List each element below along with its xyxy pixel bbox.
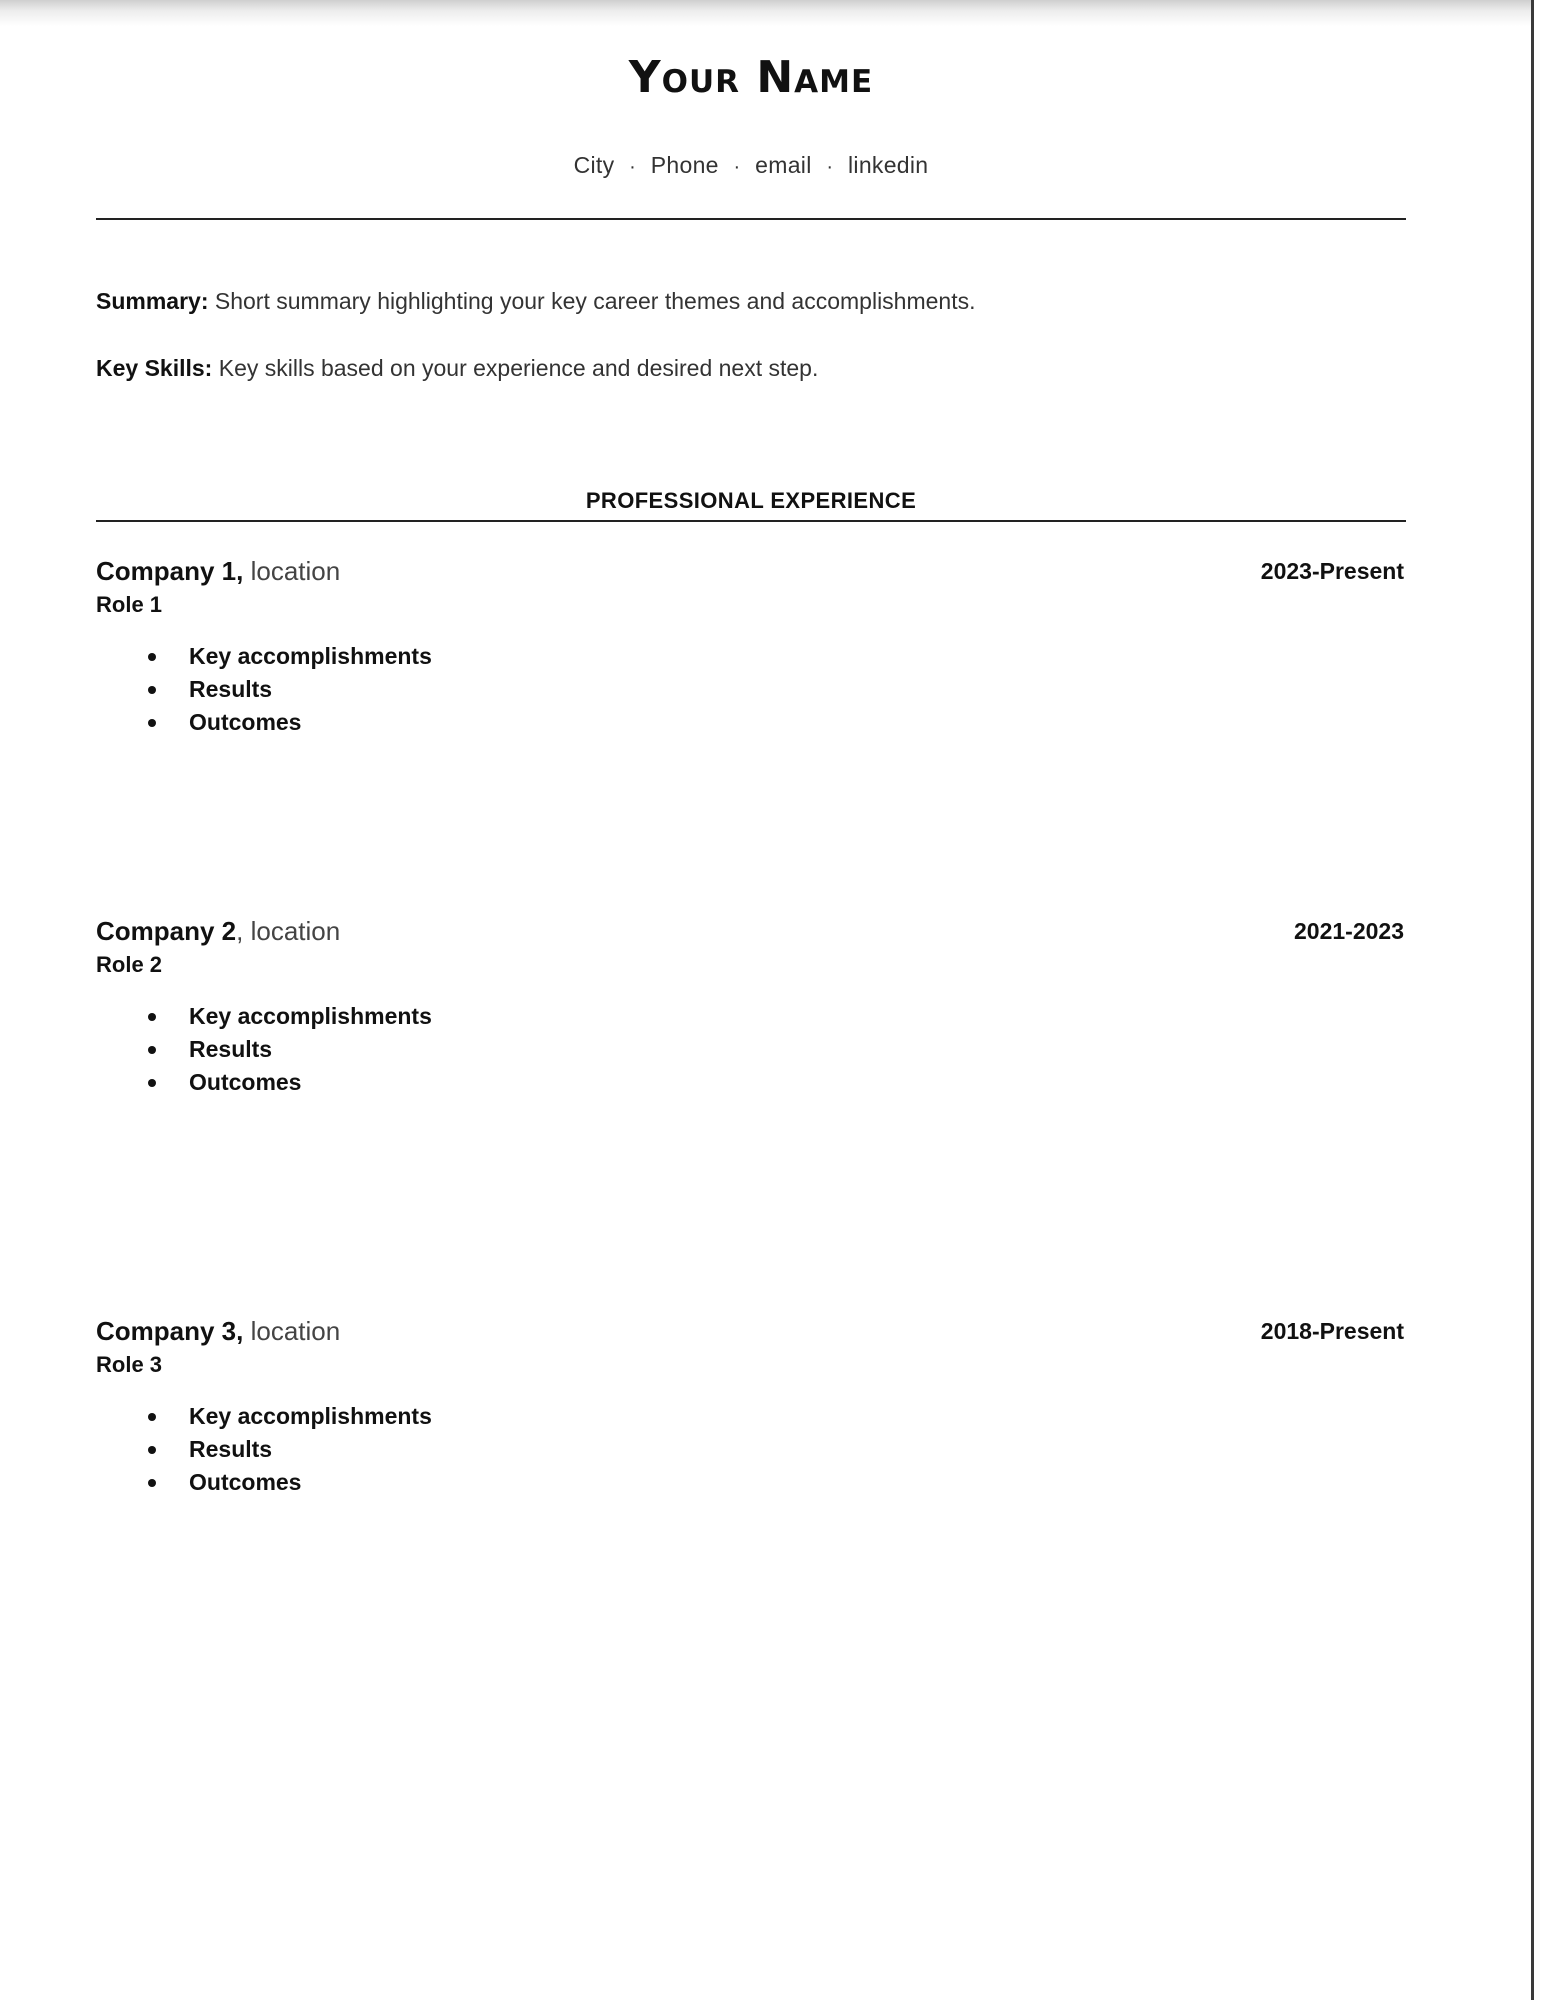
job-bullets (96, 640, 432, 739)
job-company: Company 1, (96, 556, 244, 586)
job-company: Company 3, (96, 1316, 244, 1346)
summary-paragraph (96, 288, 1406, 315)
job-dates: 2018-Present (1260, 1318, 1404, 1344)
job-bullets (96, 1000, 432, 1099)
contact-phone: Phone (650, 152, 719, 178)
job-company-line (96, 1316, 340, 1347)
job-dates: 2023-Present (1260, 558, 1404, 584)
summary-text: Short summary highlighting your key career themes and accomplishments. (214, 288, 976, 314)
list-item: Key accomplishments (189, 1000, 432, 1033)
contact-line (96, 152, 1406, 179)
list-item: Key accomplishments (189, 640, 432, 673)
experience-divider (96, 520, 1406, 522)
skills-text: Key skills based on your experience and desired next step. (218, 355, 819, 381)
job-role: Role 2 (96, 952, 163, 977)
resume-page (96, 0, 1406, 2000)
resume-name: Your Name (628, 52, 874, 103)
skills-label: Key Skills: (96, 355, 213, 381)
list-item: Outcomes (189, 1466, 432, 1499)
job-role: Role 1 (96, 592, 163, 617)
contact-separator: · (629, 156, 637, 178)
job-entry (96, 1316, 1406, 1516)
contact-email: email (755, 152, 812, 178)
job-location: , location (236, 916, 341, 946)
viewer-scroll-edge (1531, 0, 1545, 2000)
job-location: location (250, 1316, 341, 1346)
contact-linkedin: linkedin (848, 152, 929, 178)
list-item: Results (189, 1033, 432, 1066)
header-divider (96, 218, 1406, 220)
job-company-line (96, 916, 340, 947)
summary-label: Summary: (96, 288, 209, 314)
job-entry (96, 916, 1406, 1116)
list-item: Results (189, 673, 432, 706)
skills-paragraph (96, 355, 1406, 382)
list-item: Outcomes (189, 706, 432, 739)
job-company: Company 2 (96, 916, 237, 946)
list-item: Key accomplishments (189, 1400, 432, 1433)
job-role: Role 3 (96, 1352, 163, 1377)
contact-separator: · (826, 156, 834, 178)
contact-city: City (573, 152, 615, 178)
contact-separator: · (733, 156, 741, 178)
list-item: Results (189, 1433, 432, 1466)
experience-heading: PROFESSIONAL EXPERIENCE (585, 488, 917, 513)
job-location: location (250, 556, 341, 586)
job-dates: 2021-2023 (1294, 918, 1404, 944)
job-entry (96, 556, 1406, 756)
list-item: Outcomes (189, 1066, 432, 1099)
job-bullets (96, 1400, 432, 1499)
job-company-line (96, 556, 340, 587)
